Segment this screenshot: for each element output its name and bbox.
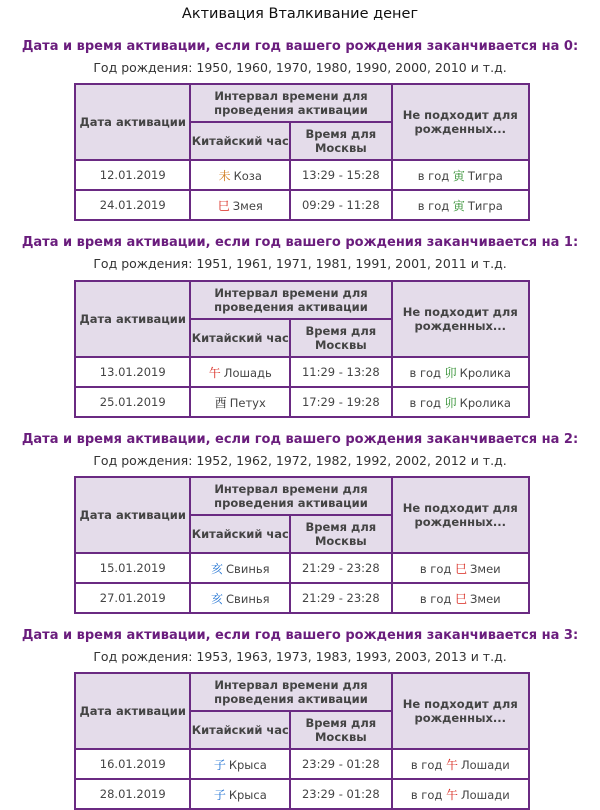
not-suitable-header: Не подходит для рожденных... — [392, 84, 529, 160]
date-cell: 16.01.2019 — [75, 749, 190, 779]
hour-glyph: 未 — [218, 168, 231, 183]
interval-header: Интервал времени для проведения активации — [190, 673, 391, 711]
time-cell: 11:29 - 13:28 — [290, 357, 391, 387]
hour-name: Крыса — [228, 787, 267, 802]
not-suitable-cell — [392, 779, 529, 809]
birth-years: Год рождения: 1953, 1963, 1973, 1983, 1993, 2003, 2013 и т.д. — [93, 649, 507, 664]
date-header: Дата активации — [75, 281, 190, 357]
year-prefix: в год — [417, 198, 450, 213]
date-cell: 13.01.2019 — [75, 357, 190, 387]
year-glyph: 巳 — [455, 561, 468, 576]
time-cell: 23:29 - 01:28 — [290, 779, 391, 809]
moscow-time-header: Время для Москвы — [290, 319, 391, 357]
table-row — [75, 190, 529, 220]
table-row — [75, 779, 529, 809]
section-heading: Дата и время активации, если год вашего рождения заканчивается на 2: — [21, 432, 579, 447]
year-prefix: в год — [419, 591, 452, 606]
hour-name: Свинья — [226, 591, 270, 606]
hour-glyph: 子 — [213, 757, 226, 772]
hour-glyph: 午 — [208, 365, 221, 380]
date-cell: 25.01.2019 — [75, 387, 190, 417]
chinese-hour-cell — [190, 583, 290, 613]
year-glyph: 卯 — [444, 395, 457, 410]
date-cell: 15.01.2019 — [75, 553, 190, 583]
activation-table — [74, 672, 530, 810]
not-suitable-cell — [392, 160, 529, 190]
table-row — [75, 553, 529, 583]
chinese-hour-cell — [190, 357, 290, 387]
table-row — [75, 583, 529, 613]
year-glyph: 午 — [445, 787, 458, 802]
hour-name: Лошадь — [223, 365, 272, 380]
not-suitable-header: Не подходит для рожденных... — [392, 281, 529, 357]
not-suitable-cell — [392, 190, 529, 220]
date-cell: 24.01.2019 — [75, 190, 190, 220]
section-year-3 — [0, 627, 600, 666]
chinese-hour-cell — [190, 749, 290, 779]
chinese-hour-header: Китайский час — [190, 122, 290, 160]
chinese-hour-header: Китайский час — [190, 515, 290, 553]
chinese-hour-header: Китайский час — [190, 711, 290, 749]
time-cell: 21:29 - 23:28 — [290, 583, 391, 613]
interval-header: Интервал времени для проведения активации — [190, 281, 391, 319]
date-cell: 12.01.2019 — [75, 160, 190, 190]
year-prefix: в год — [409, 365, 441, 380]
hour-name: Петух — [229, 395, 266, 410]
table-row — [75, 749, 529, 779]
section-heading: Дата и время активации, если год вашего рождения заканчивается на 1: — [21, 235, 579, 250]
year-prefix: в год — [417, 168, 450, 183]
activation-table — [74, 83, 530, 221]
year-glyph: 巳 — [455, 591, 468, 606]
year-glyph: 寅 — [452, 198, 465, 213]
moscow-time-header: Время для Москвы — [290, 122, 391, 160]
time-cell: 23:29 - 01:28 — [290, 749, 391, 779]
hour-glyph: 亥 — [211, 591, 224, 606]
chinese-hour-cell — [190, 553, 290, 583]
year-name: Змеи — [470, 591, 501, 606]
year-name: Лошади — [460, 787, 510, 802]
time-cell: 21:29 - 23:28 — [290, 553, 391, 583]
moscow-time-header: Время для Москвы — [290, 711, 391, 749]
section-heading: Дата и время активации, если год вашего рождения заканчивается на 3: — [21, 628, 579, 643]
moscow-time-header: Время для Москвы — [290, 515, 391, 553]
year-prefix: в год — [419, 561, 452, 576]
activation-table — [74, 280, 530, 418]
table-row — [75, 160, 529, 190]
interval-header: Интервал времени для проведения активации — [190, 477, 391, 515]
not-suitable-header: Не подходит для рожденных... — [392, 673, 529, 749]
time-cell: 17:29 - 19:28 — [290, 387, 391, 417]
not-suitable-cell — [392, 357, 529, 387]
not-suitable-header: Не подходит для рожденных... — [392, 477, 529, 553]
activation-table — [74, 476, 530, 614]
chinese-hour-cell — [190, 160, 290, 190]
date-cell: 28.01.2019 — [75, 779, 190, 809]
year-name: Лошади — [460, 757, 510, 772]
year-glyph: 午 — [445, 757, 458, 772]
hour-glyph: 巳 — [217, 198, 230, 213]
hour-glyph: 子 — [213, 787, 226, 802]
date-cell: 27.01.2019 — [75, 583, 190, 613]
birth-years: Год рождения: 1950, 1960, 1970, 1980, 1990, 2000, 2010 и т.д. — [93, 60, 507, 75]
section-year-0 — [0, 38, 600, 77]
year-glyph: 寅 — [452, 168, 465, 183]
year-name: Тигра — [467, 168, 503, 183]
chinese-hour-header: Китайский час — [190, 319, 290, 357]
birth-years: Год рождения: 1951, 1961, 1971, 1981, 1991, 2001, 2011 и т.д. — [93, 256, 507, 271]
not-suitable-cell — [392, 387, 529, 417]
year-name: Тигра — [467, 198, 503, 213]
not-suitable-cell — [392, 749, 529, 779]
hour-name: Свинья — [226, 561, 270, 576]
date-header: Дата активации — [75, 84, 190, 160]
year-name: Кролика — [459, 365, 511, 380]
year-glyph: 卯 — [444, 365, 457, 380]
section-year-1 — [0, 234, 600, 273]
table-row — [75, 357, 529, 387]
not-suitable-cell — [392, 583, 529, 613]
section-year-2 — [0, 431, 600, 470]
chinese-hour-cell — [190, 190, 290, 220]
table-row — [75, 387, 529, 417]
birth-years: Год рождения: 1952, 1962, 1972, 1982, 1992, 2002, 2012 и т.д. — [93, 453, 507, 468]
page-title: Активация Вталкивание денег — [181, 6, 419, 22]
hour-glyph: 亥 — [211, 561, 224, 576]
year-name: Змеи — [470, 561, 501, 576]
hour-name: Крыса — [228, 757, 267, 772]
hour-name: Коза — [233, 168, 262, 183]
interval-header: Интервал времени для проведения активации — [190, 84, 391, 122]
section-heading: Дата и время активации, если год вашего рождения заканчивается на 0: — [21, 39, 579, 54]
not-suitable-cell — [392, 553, 529, 583]
year-prefix: в год — [410, 757, 443, 772]
time-cell: 09:29 - 11:28 — [290, 190, 391, 220]
chinese-hour-cell — [190, 387, 290, 417]
time-cell: 13:29 - 15:28 — [290, 160, 391, 190]
date-header: Дата активации — [75, 673, 190, 749]
year-name: Кролика — [459, 395, 511, 410]
chinese-hour-cell — [190, 779, 290, 809]
hour-name: Змея — [232, 198, 263, 213]
hour-glyph: 酉 — [214, 395, 227, 410]
year-prefix: в год — [409, 395, 441, 410]
date-header: Дата активации — [75, 477, 190, 553]
year-prefix: в год — [410, 787, 443, 802]
